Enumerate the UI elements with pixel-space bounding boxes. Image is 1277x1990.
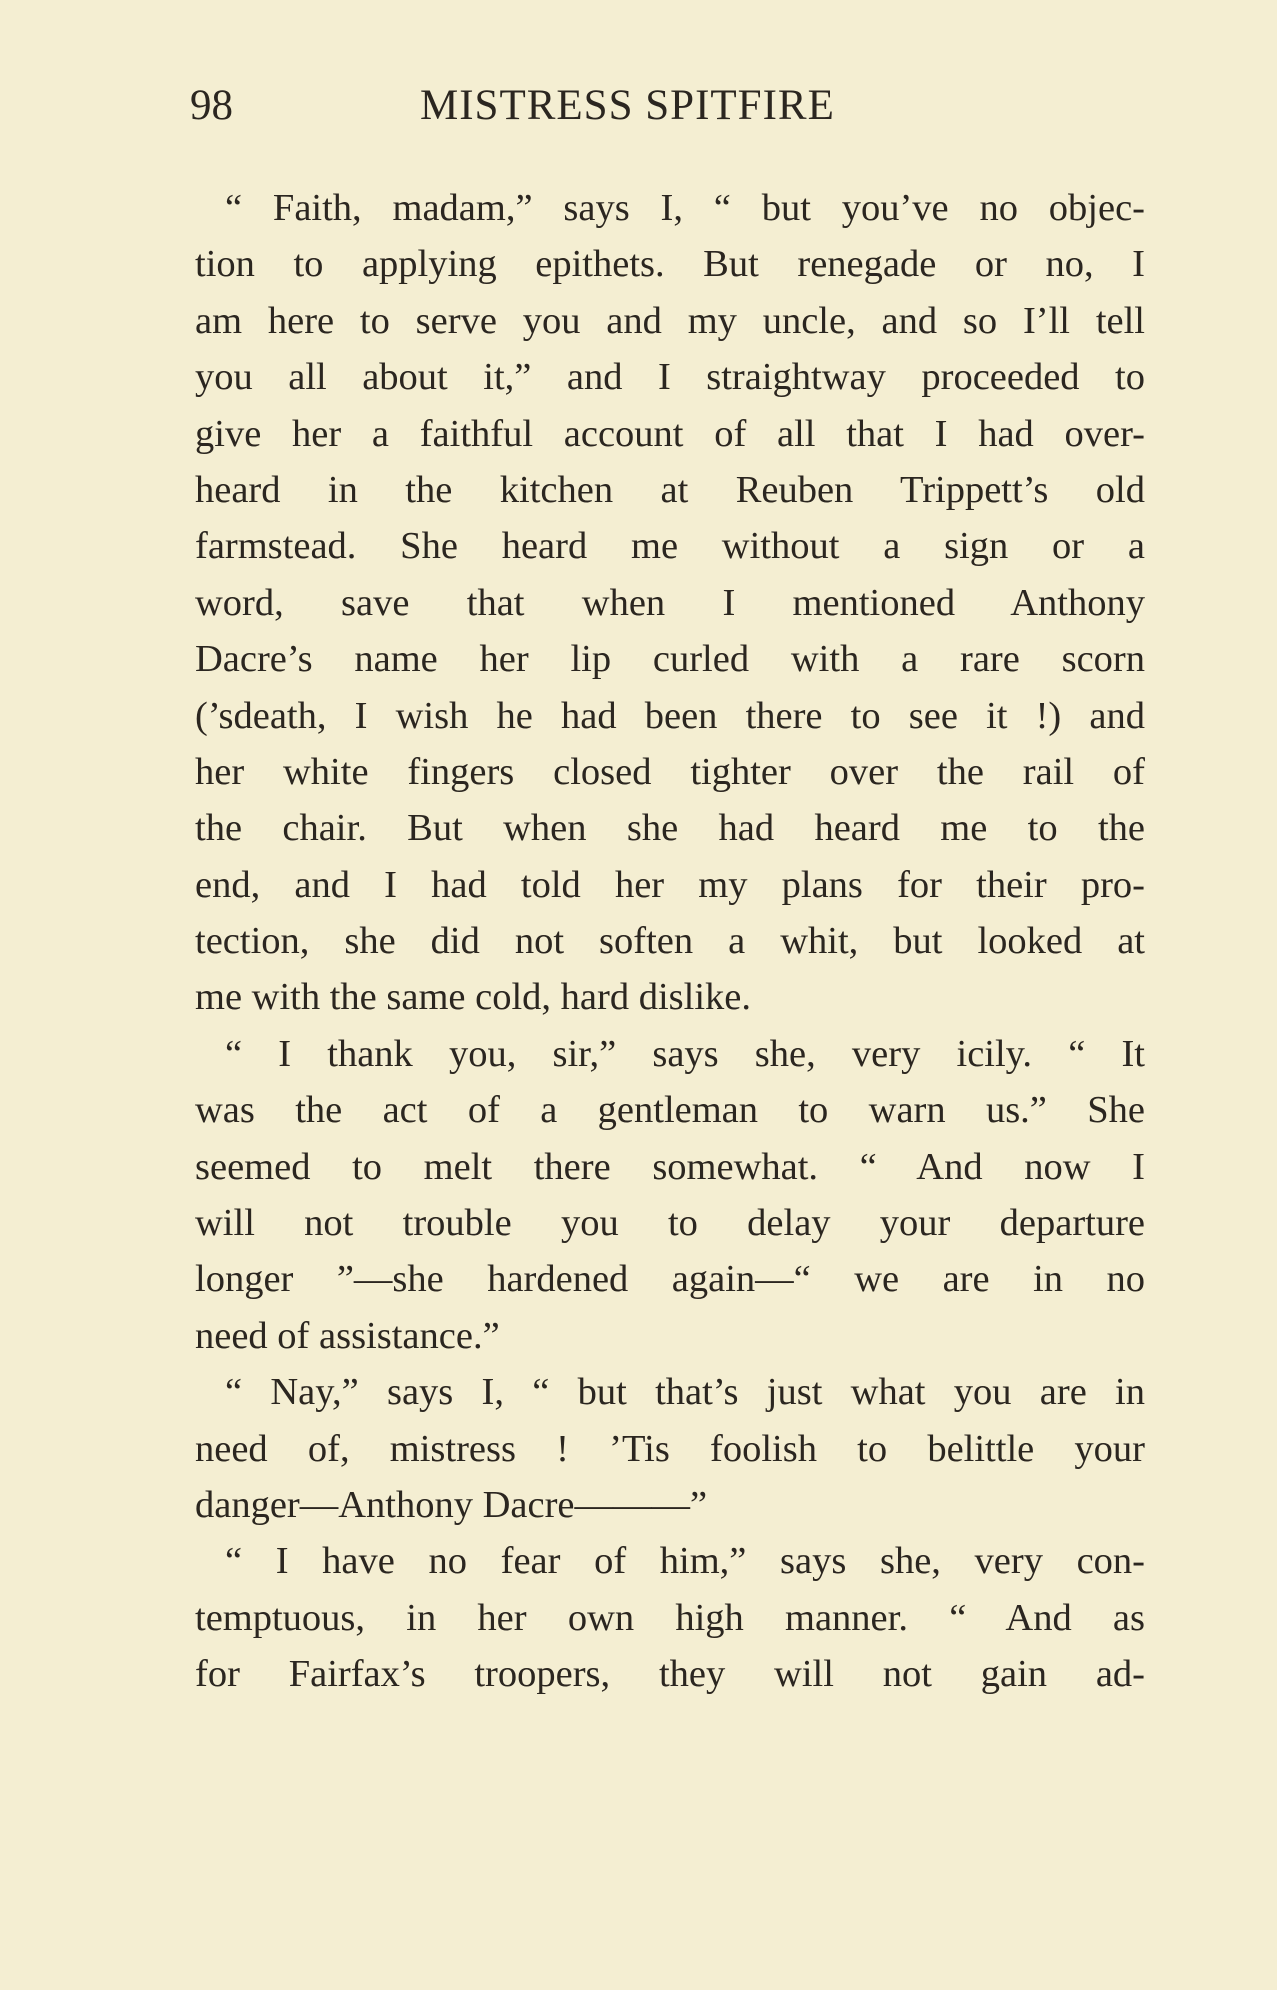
text-line: need of assistance.”: [195, 1314, 500, 1357]
text-line: will not trouble you to delay your departure: [195, 1202, 1145, 1245]
text-line: “ Faith, madam,” says I, “ but you’ve no objec-: [225, 187, 1145, 229]
text-line: her white fingers closed tighter over the rail of: [195, 750, 1145, 793]
text-line: tection, she did not soften a whit, but looked at: [195, 920, 1145, 963]
running-title: MISTRESS SPITFIRE: [420, 82, 835, 129]
text-line: “ I thank you, sir,” says she, very icily. “ It: [225, 1032, 1145, 1075]
text-line: (’sdeath, I wish he had been there to see it !) and: [195, 694, 1145, 737]
text-line: am here to serve you and my uncle, and so I’ll tell: [195, 299, 1145, 342]
text-line: danger—Anthony Dacre———”: [195, 1483, 708, 1526]
text-line: tion to applying epithets. But renegade or no, I: [195, 243, 1145, 286]
text-line: “ Nay,” says I, “ but that’s just what you are in: [225, 1371, 1145, 1414]
text-line: heard in the kitchen at Reuben Trippett’s old: [195, 468, 1145, 511]
text-line: Dacre’s name her lip curled with a rare scorn: [195, 638, 1145, 681]
text-line: was the act of a gentleman to warn us.” She: [195, 1089, 1145, 1132]
text-line: you all about it,” and I straightway proceeded to: [195, 356, 1145, 399]
text-line: word, save that when I mentioned Anthony: [195, 581, 1145, 624]
text-line: longer ”—she hardened again—“ we are in no: [195, 1258, 1145, 1301]
text-line: give her a faithful account of all that I had over-: [195, 412, 1145, 455]
text-line: for Fairfax’s troopers, they will not gain ad-: [195, 1653, 1145, 1696]
text-line: the chair. But when she had heard me to the: [195, 807, 1145, 850]
page-header: [190, 76, 1150, 136]
text-line: seemed to melt there somewhat. “ And now I: [195, 1145, 1145, 1188]
text-line: end, and I had told her my plans for their pro-: [195, 863, 1145, 906]
body-text: [195, 180, 1145, 1703]
text-line: farmstead. She heard me without a sign or a: [195, 525, 1145, 568]
text-line: me with the same cold, hard dislike.: [195, 976, 751, 1019]
text-line: temptuous, in her own high manner. “ And as: [195, 1596, 1145, 1639]
page-number: 98: [190, 82, 233, 129]
text-line: need of, mistress ! ’Tis foolish to belittle your: [195, 1427, 1145, 1470]
text-line: “ I have no fear of him,” says she, very con-: [225, 1540, 1145, 1583]
